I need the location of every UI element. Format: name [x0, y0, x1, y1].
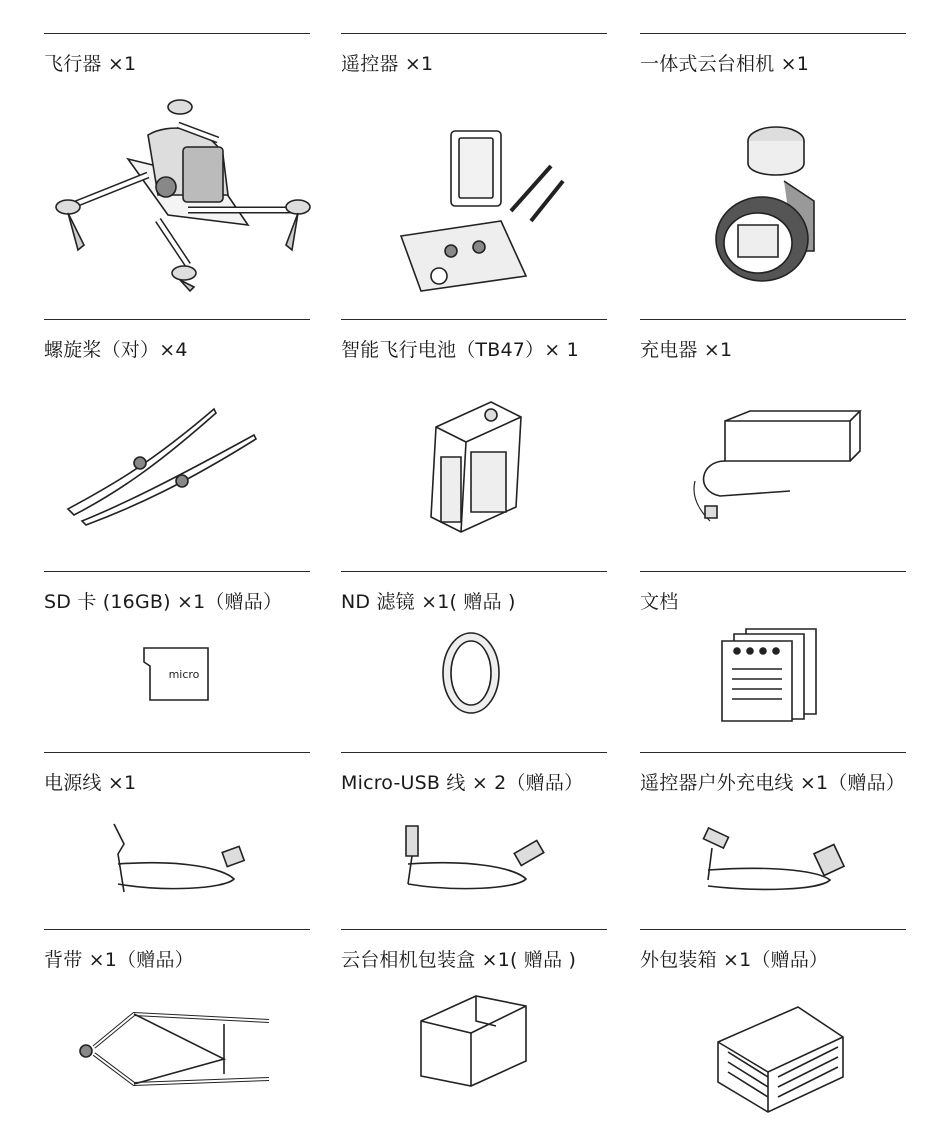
- power-cable-icon: [104, 824, 244, 892]
- divider: [640, 33, 906, 34]
- divider: [44, 752, 310, 753]
- item-label: ND 滤镜 ×1( 赠品 ): [341, 591, 516, 613]
- item-label: 螺旋桨（对）×4: [44, 339, 188, 361]
- divider: [44, 929, 310, 930]
- divider: [341, 929, 607, 930]
- sd-card-icon: [140, 646, 212, 702]
- item-label: 背带 ×1（赠品）: [44, 949, 194, 971]
- micro-usb-cable-icon: [396, 824, 546, 892]
- drone-icon: [48, 95, 308, 291]
- divider: [341, 571, 607, 572]
- gimbal-camera-icon: [714, 121, 834, 296]
- item-label: 云台相机包装盒 ×1( 赠品 ): [341, 949, 577, 971]
- item-label: 文档: [640, 591, 679, 613]
- item-label: SD 卡 (16GB) ×1（赠品）: [44, 591, 283, 613]
- car-charging-cable-icon: [700, 830, 845, 892]
- propeller-icon: [64, 409, 259, 524]
- documents-icon: [722, 629, 822, 721]
- item-label: Micro-USB 线 × 2（赠品）: [341, 772, 584, 794]
- remote-controller-icon: [391, 126, 571, 291]
- item-label: 一体式云台相机 ×1: [640, 53, 810, 75]
- item-label: 遥控器 ×1: [341, 53, 434, 75]
- nd-filter-icon: [441, 631, 501, 716]
- gimbal-box-icon: [416, 991, 536, 1089]
- divider: [44, 33, 310, 34]
- divider: [640, 752, 906, 753]
- micro-logo-text: micro: [168, 668, 200, 681]
- item-label: 智能飞行电池（TB47）× 1: [341, 339, 579, 361]
- divider: [640, 929, 906, 930]
- charger-icon: [690, 411, 860, 523]
- divider: [640, 319, 906, 320]
- divider: [44, 319, 310, 320]
- flight-battery-icon: [431, 397, 526, 532]
- divider: [640, 571, 906, 572]
- item-label: 遥控器户外充电线 ×1（赠品）: [640, 772, 906, 794]
- divider: [341, 33, 607, 34]
- divider: [341, 319, 607, 320]
- item-label: 电源线 ×1: [44, 772, 137, 794]
- divider: [341, 752, 607, 753]
- item-label: 充电器 ×1: [640, 339, 733, 361]
- item-label: 飞行器 ×1: [44, 53, 137, 75]
- strap-icon: [74, 999, 274, 1099]
- carrying-case-icon: [708, 997, 848, 1117]
- divider: [44, 571, 310, 572]
- item-label: 外包装箱 ×1（赠品）: [640, 949, 829, 971]
